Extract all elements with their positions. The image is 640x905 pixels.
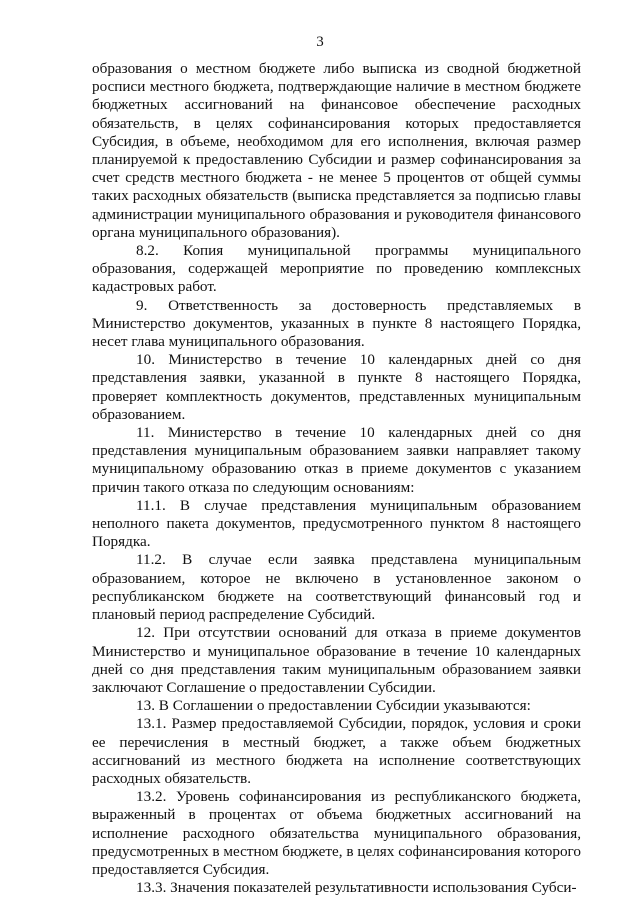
paragraph-13: 13. В Соглашении о предоставлении Субсидии указываются: — [136, 697, 531, 715]
page-number: 3 — [316, 34, 324, 50]
paragraph-11: 11. Министерство в течение 10 календарных дней со дня представления муниципальным образованием заявки направляет такому муниципальному образованию отказ в приеме документов с указанием причин такого отказа по следующим основаниям: — [92, 424, 581, 496]
paragraph-11-2: 11.2. В случае если заявка представлена муниципальным образованием, которое не включено в установленное законом о республиканском бюджете на соответствующий финансовый год и плановый период распределение Субсидий. — [92, 551, 581, 624]
paragraph-10: 10. Министерство в течение 10 календарных дней со дня представления заявки, указанной в пункте 8 настоящего Порядка, проверяет комплектность документов, представленных муниципальным образованием. — [92, 351, 581, 423]
document-body — [92, 60, 581, 897]
paragraph-9: 9. Ответственность за достоверность представляемых в Министерство документов, указанных в пункте 8 настоящего Порядка, несет глава муниципального образования. — [92, 296, 581, 351]
paragraph-continuation: образования о местном бюджете либо выписка из сводной бюджетной росписи местного бюджета, подтверждающие наличие в местном бюджете бюджетных ассигнований на финансовое обеспечение расходных обязательств, в целях софинансирования которых предоставляется Субсидия, в объеме, необходимом для его исполнения, включая размер планируемой к предоставлению Субсидии и размер софинансирования за счет средств местного бюджета - не менее 5 процентов от общей суммы таких расходных обязательств (выписка представляется за подписью главы администрации муниципального образования и руководителя финансового органа муниципального образования). — [92, 60, 581, 241]
paragraph-13-1: 13.1. Размер предоставляемой Субсидии, порядок, условия и сроки ее перечисления в местный бюджет, а также объем бюджетных ассигнований из местного бюджета на исполнение соответствующих расходных обязательств. — [92, 715, 581, 787]
paragraph-11-1: 11.1. В случае представления муниципальным образованием неполного пакета документов, предусмотренного пунктом 8 настоящего Порядка. — [92, 496, 581, 551]
paragraph-8-2: 8.2. Копия муниципальной программы муниципального образования, содержащей мероприятие по проведению комплексных кадастровых работ. — [92, 242, 581, 296]
paragraph-13-2: 13.2. Уровень софинансирования из республиканского бюджета, выраженный в процентах от объема бюджетных ассигнований на исполнение расходного обязательства муниципального образования, предусмотренных в местном бюджете, в целях софинансирования которого предоставляется Субсидия. — [92, 788, 581, 878]
paragraph-12: 12. При отсутствии оснований для отказа в приеме документов Министерство и муниципальное образование в течение 10 календарных дней со дня представления таким муниципальным образованием заявки заключают Соглашение о предоставлении Субсидии. — [92, 624, 581, 696]
paragraph-13-3: 13.3. Значения показателей результативности использования Субси- — [136, 879, 577, 897]
